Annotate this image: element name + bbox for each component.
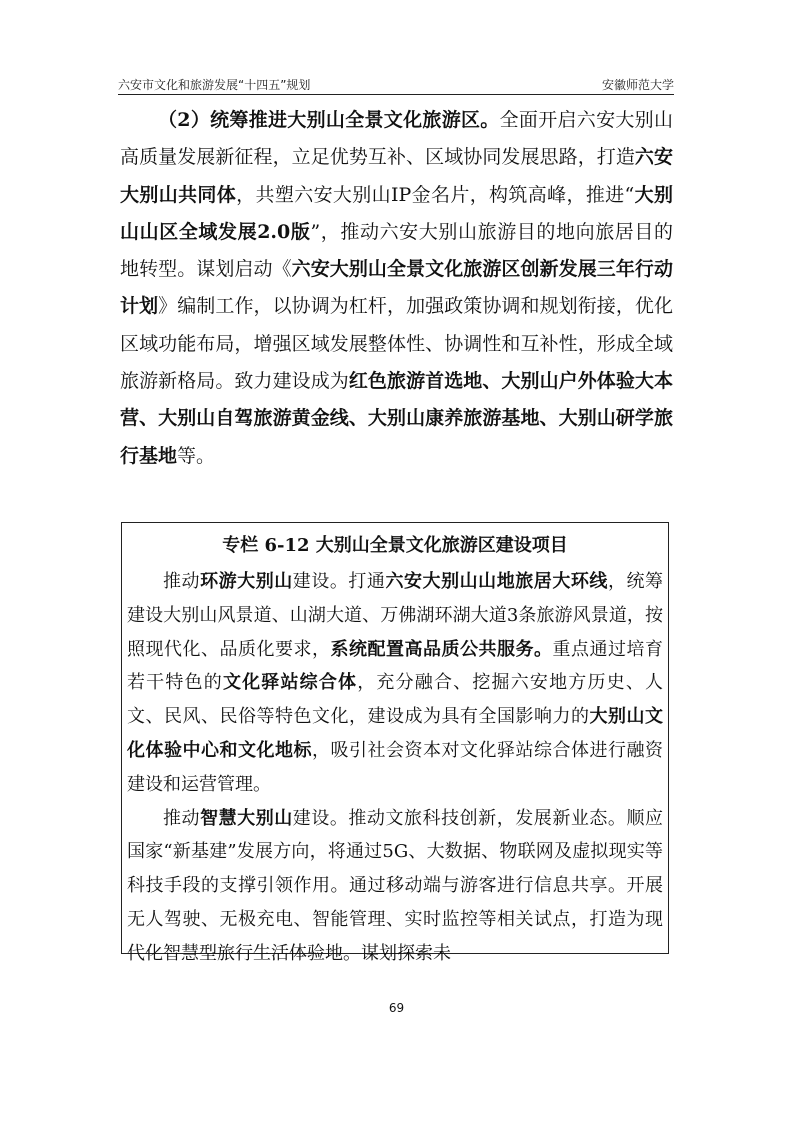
box-paragraph-1 bbox=[127, 565, 663, 802]
paragraph-text: 全面开启六安大别山高质量发展新征程，立足优势互补、区域协同发展思路，打造 bbox=[120, 109, 673, 169]
section-heading: （2）统筹推进大别山全景文化旅游区。 bbox=[158, 109, 500, 131]
box-paragraph-2 bbox=[127, 802, 663, 971]
box-text: 建设。打通 bbox=[292, 571, 386, 592]
paragraph-emphasis: 红色旅游首选地、大别山户外体验大本营、大别山自驾旅游黄金线、大别山康养旅游基地、大别山研学旅行基地 bbox=[120, 370, 673, 467]
project-column-box bbox=[121, 522, 669, 964]
header-document-title: 六安市文化和旅游发展“十四五”规划 bbox=[118, 78, 311, 92]
box-text: ，充分融合、挖掘六安地方历史、人文、民风、民俗等特色文化，建设成为具有全国影响力的 bbox=[127, 672, 664, 728]
box-emphasis: 系统配置高品质公共服务。 bbox=[330, 638, 553, 660]
main-paragraph bbox=[120, 102, 673, 475]
paragraph-text: 等。 bbox=[177, 444, 216, 467]
box-title: 专栏 6-12 大别山全景文化旅游区建设项目 bbox=[222, 535, 568, 556]
paragraph-text: 》编制工作，以协调为杠杆，加强政策协调和规划衔接，优化区域功能布局，增强区域发展整体性、协调性和互补性，形成全域旅游新格局。致力建设成为 bbox=[120, 295, 673, 393]
box-text: 推动 bbox=[163, 807, 201, 829]
box-text: ，吸引社会资本对文化驿站综合体进行融资建设和运营管理。 bbox=[127, 739, 663, 795]
box-text: 重点通过培育若干特色的 bbox=[127, 638, 663, 694]
paragraph-emphasis: 六安大别山全景文化旅游区创新发展三年行动计划 bbox=[120, 258, 673, 318]
paragraph-text: ，共塑六安大别山IP金名片，构筑高峰，推进“ bbox=[236, 183, 635, 206]
box-text: 推动 bbox=[163, 571, 201, 592]
paragraph-text: ”，推动六安大别山旅游目的地向旅居目的地转型。谋划启动《 bbox=[120, 220, 673, 281]
box-emphasis: 智慧大别山 bbox=[200, 807, 293, 829]
box-emphasis: 六安大别山山地旅居大环线 bbox=[385, 571, 608, 592]
box-emphasis: 环游大别山 bbox=[200, 571, 293, 592]
paragraph-emphasis: 六安大别山共同体 bbox=[120, 146, 673, 206]
box-text: ，统筹建设大别山风景道、山湖大道、万佛湖环湖大道3条旅游风景道，按照现代化、品质化要求， bbox=[127, 571, 664, 660]
page-header bbox=[118, 70, 674, 95]
page-number: 69 bbox=[388, 1001, 405, 1015]
box-emphasis: 大别山文化体验中心和文化地标 bbox=[127, 706, 663, 761]
box-text: 建设。推动文旅科技创新，发展新业态。顺应国家“新基建”发展方向，将通过5G、大数据、物联网及虚拟现实等科技手段的支撑引领作用。通过移动端与游客进行信息共享。开展无人驾驶、无极充电、智能管理、实时监控等相关试点，打造为现代化智慧型旅行生活体验地。谋划探索未 bbox=[127, 807, 664, 964]
header-institution: 安徽师范大学 bbox=[601, 78, 674, 92]
box-emphasis: 文化驿站综合体 bbox=[222, 672, 358, 694]
paragraph-emphasis: 大别山山区全域发展2.0版 bbox=[120, 183, 673, 243]
